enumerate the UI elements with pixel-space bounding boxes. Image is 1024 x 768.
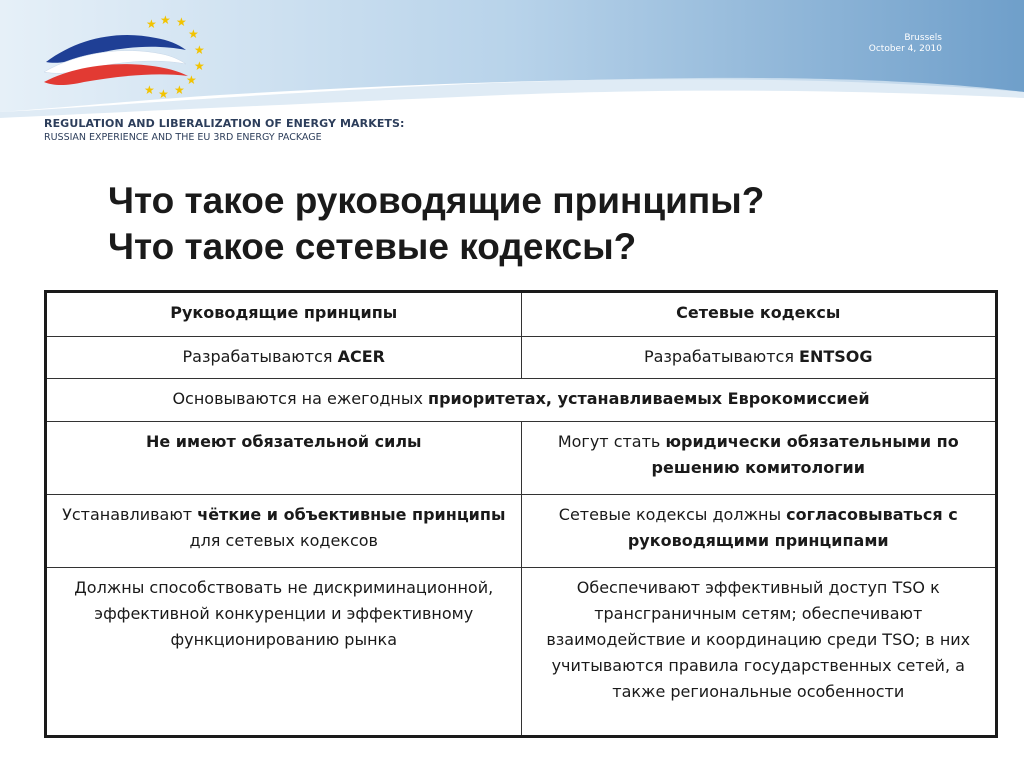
cell-bold-text: согласовываться с руководящими принципами (627, 505, 958, 550)
svg-text:★: ★ (194, 59, 205, 73)
cell-text: Разрабатываются (182, 347, 338, 366)
table-row (46, 337, 997, 379)
svg-text:★: ★ (158, 87, 169, 101)
svg-text:★: ★ (176, 15, 187, 29)
svg-text:★: ★ (160, 13, 171, 27)
svg-text:★: ★ (144, 83, 155, 97)
cell-bold-text: приоритетах, устанавливаемых Еврокомиссией (428, 389, 870, 408)
conference-logo (38, 10, 213, 105)
svg-text:★: ★ (194, 43, 205, 57)
table-cell (46, 422, 522, 495)
cell-bold-text: Не имеют обязательной силы (145, 432, 422, 451)
cell-text: Разрабатываются (643, 347, 800, 366)
cell-text: Устанавливают (62, 505, 198, 524)
cell-text: Могут стать (557, 432, 666, 451)
svg-text:★: ★ (186, 73, 197, 87)
slide-title-line1: Что такое руководящие принципы? (108, 180, 765, 221)
cell-bold-text: ACER (337, 347, 385, 366)
cell-text: Основываются на ежегодных (172, 389, 429, 408)
cell-bold-text: юридически обязательными по решению комитологии (651, 432, 959, 477)
table-row (46, 379, 997, 422)
slide-title (108, 178, 764, 270)
conference-title (44, 117, 405, 143)
table-cell: Обеспечивают эффективный доступ TSO к трансграничным сетям; обеспечивают взаимодействие и координацию среди TSO; в них учитываются правила государственных сетей, а также региональные особенности (521, 568, 997, 737)
table-row (46, 422, 997, 495)
table-row (46, 495, 997, 568)
table-cell-merged (46, 379, 997, 422)
svg-text:★: ★ (188, 27, 199, 41)
table-cell (521, 495, 997, 568)
slide-title-line2: Что такое сетевые кодексы? (108, 226, 637, 267)
table-cell (521, 337, 997, 379)
cell-text: Сетевые кодексы должны (558, 505, 787, 524)
conference-title-line2: RUSSIAN EXPERIENCE AND THE EU 3RD ENERGY PACKAGE (44, 132, 322, 143)
table-cell (46, 337, 522, 379)
table-cell (521, 422, 997, 495)
column-header-guidelines: Руководящие принципы (46, 292, 522, 337)
column-header-network-codes: Сетевые кодексы (521, 292, 997, 337)
cell-bold-text: ENTSOG (799, 347, 873, 366)
event-info (869, 33, 942, 55)
cell-text: для сетевых кодексов (189, 531, 378, 550)
comparison-table (44, 290, 998, 738)
svg-text:★: ★ (174, 83, 185, 97)
event-date: October 4, 2010 (868, 44, 942, 54)
table-cell (46, 495, 522, 568)
cell-bold-text: чёткие и объективные принципы (197, 505, 506, 524)
table-row (46, 568, 997, 737)
conference-title-line1: REGULATION AND LIBERALIZATION OF ENERGY MARKETS: (44, 117, 405, 130)
svg-text:★: ★ (146, 17, 157, 31)
table-cell: Должны способствовать не дискриминационной, эффективной конкуренции и эффективному функционированию рынка (46, 568, 522, 737)
table-header-row (46, 292, 997, 337)
event-city: Brussels (904, 33, 942, 43)
